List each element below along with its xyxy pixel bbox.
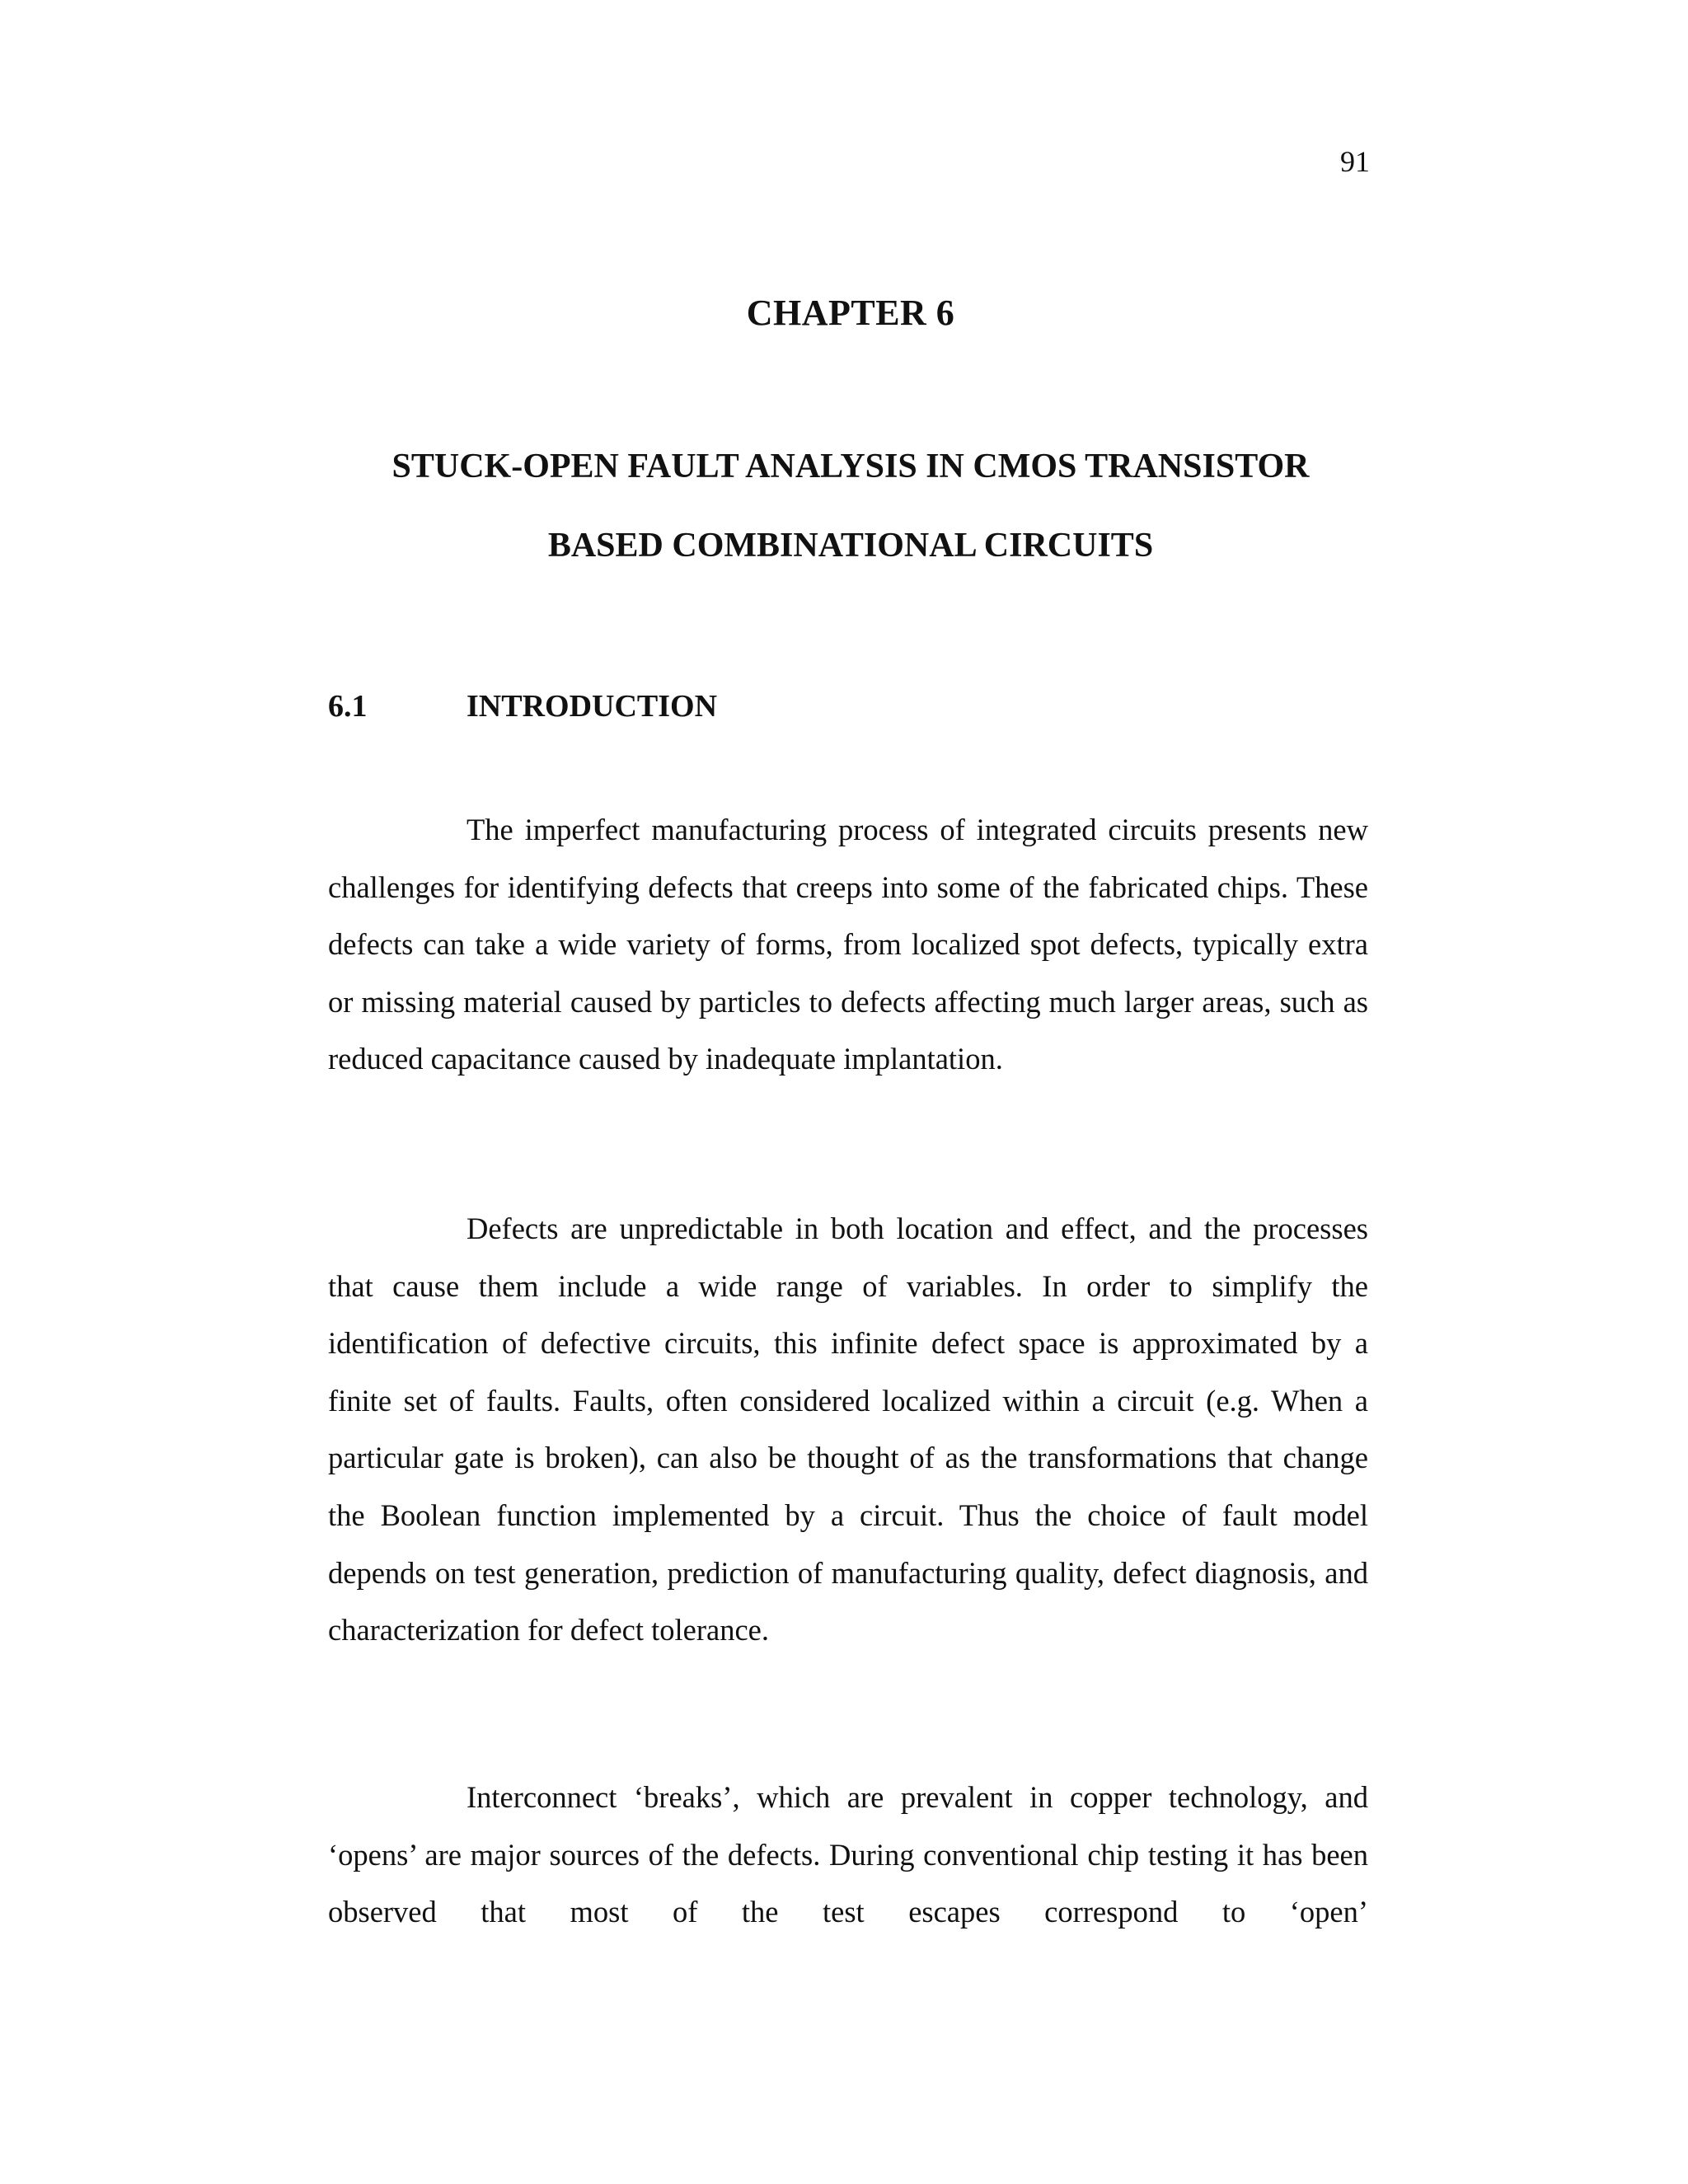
section-title: INTRODUCTION xyxy=(467,689,718,724)
paragraph-text: Interconnect ‘breaks’, which are prevalent in copper technology, and ‘opens’ are major sources of the defects. During conventional chip testing it has been observed that most of the test escapes correspond to ‘open’ xyxy=(328,1780,1368,1929)
section-number: 6.1 xyxy=(328,689,368,724)
chapter-title-line-2: BASED COMBINATIONAL CIRCUITS xyxy=(547,527,1154,565)
chapter-title-line-1: STUCK-OPEN FAULT ANALYSIS IN CMOS TRANSISTOR xyxy=(392,448,1310,485)
body-paragraph-3 xyxy=(328,1769,1368,1941)
chapter-label: CHAPTER 6 xyxy=(746,293,955,333)
paragraph-text: Defects are unpredictable in both location and effect, and the processes that cause them include a wide range of variables. In order to simplify the identification of defective circuits, this infinite defect space is approximated by a finite set of faults. Faults, often considered localized within a circuit (e.g. When a particular gate is broken), can also be thought of as the transformations that change the Boolean function implemented by a circuit. Thus the choice of fault model depends on test generation, prediction of manufacturing quality, defect diagnosis, and characterization for defect tolerance. xyxy=(328,1212,1368,1647)
body-paragraph-1 xyxy=(328,801,1368,1088)
chapter-title xyxy=(313,427,1388,585)
page-number: 91 xyxy=(1340,145,1370,178)
body-paragraph-2 xyxy=(328,1200,1368,1659)
paragraph-text: The imperfect manufacturing process of integrated circuits presents new challenges for identifying defects that creeps into some of the fabricated chips. These defects can take a wide variety of forms, from localized spot defects, typically extra or missing material caused by particles to defects affecting much larger areas, such as reduced capacitance caused by inadequate implantation. xyxy=(328,813,1368,1076)
section-heading xyxy=(328,691,717,722)
